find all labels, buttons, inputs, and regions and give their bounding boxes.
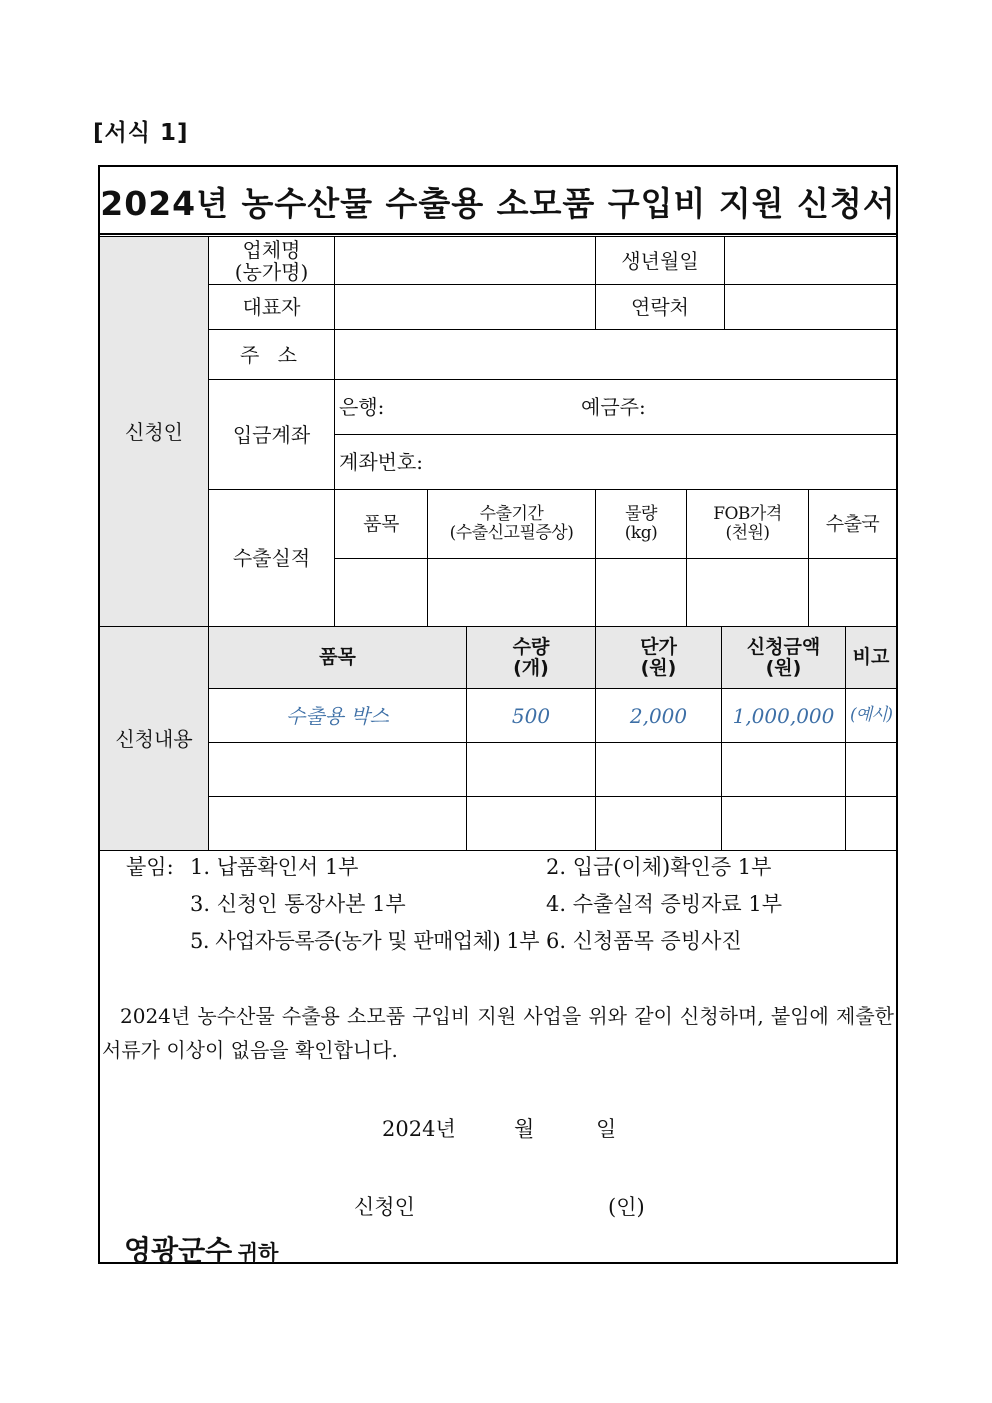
request-amount-header: 신청금액 (원) <box>722 627 846 689</box>
export-fob-header: FOB가격 (천원) <box>687 490 809 559</box>
request-row-3-price[interactable] <box>596 797 722 851</box>
application-form <box>98 165 898 1267</box>
export-volume-header: 물량 (kg) <box>596 490 687 559</box>
contact-field[interactable] <box>725 285 896 330</box>
attachment-item: 4. 수출실적 증빙자료 1부 <box>546 892 782 916</box>
request-row-2-item[interactable] <box>209 743 467 797</box>
export-item-cell[interactable] <box>335 559 428 627</box>
addressee <box>124 1229 278 1269</box>
representative-label: 대표자 <box>209 285 335 330</box>
attachment-item: 6. 신청품목 증빙사진 <box>546 929 742 953</box>
birthdate-label: 생년월일 <box>596 237 725 285</box>
bank-account-label: 입금계좌 <box>209 380 335 490</box>
form-number-label: [서식 1] <box>93 120 189 146</box>
export-period-cell[interactable] <box>428 559 596 627</box>
signature-label: 신청인 <box>354 1195 415 1219</box>
request-row-3-item[interactable] <box>209 797 467 851</box>
applicant-section-label: 신청인 <box>100 237 209 627</box>
date-day: 일 <box>596 1117 617 1141</box>
request-row-3-note[interactable] <box>846 797 896 851</box>
address-field[interactable] <box>335 330 896 380</box>
request-unit-price-header: 단가 (원) <box>596 627 722 689</box>
request-item-header: 품목 <box>209 627 467 689</box>
export-item-header: 품목 <box>335 490 428 559</box>
request-row-3-qty[interactable] <box>467 797 596 851</box>
seal-mark: (인) <box>608 1195 645 1219</box>
request-qty-header: 수량 (개) <box>467 627 596 689</box>
company-name-label: 업체명 (농가명) <box>209 237 335 285</box>
bank-holder-field[interactable] <box>335 380 896 435</box>
account-number-field[interactable] <box>335 435 896 490</box>
request-row-2-qty[interactable] <box>467 743 596 797</box>
representative-field[interactable] <box>335 285 596 330</box>
account-holder-label: 예금주: <box>581 395 646 419</box>
date-month: 월 <box>514 1117 535 1141</box>
example-item-cell[interactable]: 수출용 박스 <box>209 689 467 743</box>
example-note-cell[interactable]: (예시) <box>846 689 896 743</box>
export-record-label: 수출실적 <box>209 490 335 627</box>
export-volume-cell[interactable] <box>596 559 687 627</box>
export-period-header: 수출기간 (수출신고필증상) <box>428 490 596 559</box>
export-fob-cell[interactable] <box>687 559 809 627</box>
example-amount-cell[interactable]: 1,000,000 <box>722 689 846 743</box>
export-country-cell[interactable] <box>809 559 896 627</box>
request-note-header: 비고 <box>846 627 896 689</box>
request-row-3-amount[interactable] <box>722 797 846 851</box>
addressee-suffix: 귀하 <box>237 1241 279 1265</box>
company-name-field[interactable] <box>335 237 596 285</box>
request-row-2-note[interactable] <box>846 743 896 797</box>
example-unit-price-cell[interactable]: 2,000 <box>596 689 722 743</box>
account-number-label: 계좌번호: <box>339 450 424 474</box>
contact-label: 연락처 <box>596 285 725 330</box>
attachments-label: 붙임: <box>126 855 174 879</box>
request-row-2-price[interactable] <box>596 743 722 797</box>
declaration-text: 2024년 농수산물 수출용 소모품 구입비 지원 사업을 위와 같이 신청하며, 붙임에 제출한 서류가 이상이 없음을 확인합니다. <box>102 1004 894 1062</box>
export-country-header: 수출국 <box>809 490 896 559</box>
attachment-item: 1. 납품확인서 1부 <box>190 855 359 879</box>
bank-label: 은행: <box>339 395 385 419</box>
address-label: 주 소 <box>209 330 335 380</box>
attachment-item: 2. 입금(이체)확인증 1부 <box>546 855 772 879</box>
example-qty-cell[interactable]: 500 <box>467 689 596 743</box>
addressee-name: 영광군수 <box>124 1234 233 1267</box>
request-row-2-amount[interactable] <box>722 743 846 797</box>
date-year: 2024년 <box>382 1117 456 1141</box>
birthdate-field[interactable] <box>725 237 896 285</box>
attachment-item: 3. 신청인 통장사본 1부 <box>190 892 406 916</box>
request-section-label: 신청내용 <box>100 627 209 851</box>
form-title: 2024년 농수산물 수출용 소모품 구입비 지원 신청서 <box>100 183 896 223</box>
attachment-item: 5. 사업자등록증(농가 및 판매업체) 1부 <box>190 929 539 953</box>
